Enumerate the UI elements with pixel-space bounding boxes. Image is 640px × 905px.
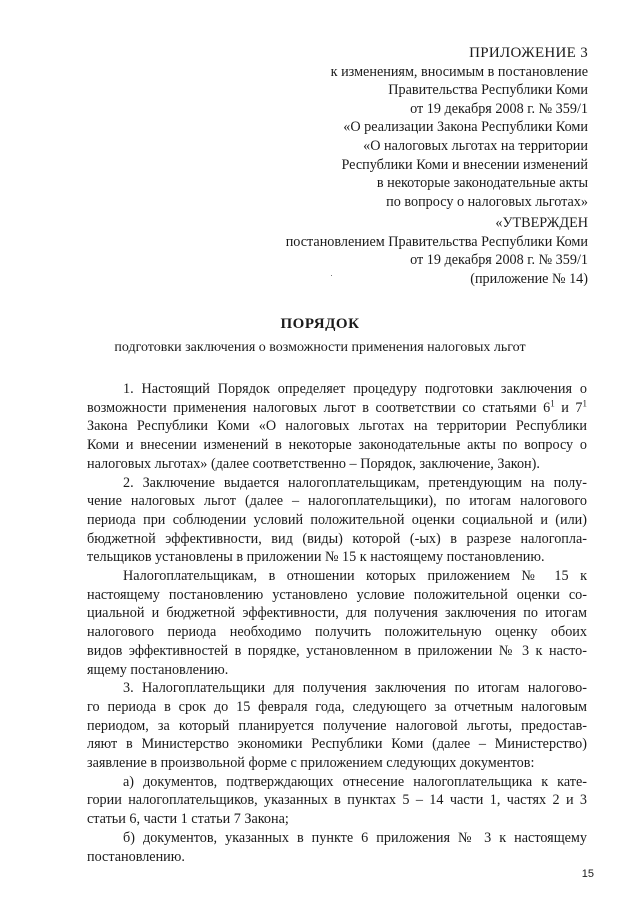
paragraph-1-line: 1. Настоящий Порядок определяет процедуру подготовки заключения о (123, 381, 587, 397)
appendix-title: ПРИЛОЖЕНИЕ 3 (469, 45, 588, 61)
paragraph-2-line: тельщиков установлены в приложении № 15 к настоящему постановлению. (87, 549, 545, 566)
paragraph-4-line: ляют в Министерство экономики Республики Коми (далее – Министерство) (87, 736, 587, 753)
approved-title: «УТВЕРЖДЕН (495, 215, 588, 231)
paragraph-6-line: постановлению. (87, 848, 185, 865)
footnote-sup: 1 (582, 397, 587, 408)
paragraph-text: и 7 (554, 399, 583, 416)
appendix-line: по вопросу о налоговых льготах» (386, 193, 588, 210)
page-number: 15 (581, 868, 594, 880)
paragraph-3-line: ящему постановлению. (87, 661, 229, 678)
appendix-line: от 19 декабря 2008 г. № 359/1 (410, 100, 588, 117)
paragraph-3-line: циальной и бюджетной эффективности, для получения заключения по итогам (87, 605, 587, 622)
paragraph-1-line: налоговых льготах» (далее соответственно – Порядок, заключение, Закон). (87, 455, 540, 472)
footnote-sup: 1 (550, 397, 555, 408)
paragraph-3-line: налогового периода необходимо получить положительную оценку обоих (87, 624, 587, 641)
appendix-line: Республики Коми и внесении изменений (341, 156, 588, 173)
paragraph-4-line: заявление в произвольной форме с приложением следующих документов: (87, 755, 535, 772)
scan-speck (331, 275, 332, 276)
paragraph-3-line: Налогоплательщикам, в отношении которых приложением № 15 к (123, 568, 587, 585)
paragraph-1-line (87, 399, 587, 418)
appendix-line: в некоторые законодательные акты (376, 175, 588, 192)
paragraph-5-line: гории налогоплательщиков, указанных в пунктах 5 – 14 части 1, частях 2 и 3 (87, 792, 587, 809)
paragraph-2-line: периода при соблюдении условий положительной оценки социальной и (или) (87, 511, 587, 528)
paragraph-5-line: а) документов, подтверждающих отнесение налогоплательщика к кате- (123, 773, 587, 790)
paragraph-2-line: 2. Заключение выдается налогоплательщикам, претендующим на полу- (123, 474, 587, 491)
paragraph-2-line: бюджетной эффективности, вид (виды) которой (-ых) в разрезе налогопла- (87, 530, 587, 547)
paragraph-text: возможности применения налоговых льгот в соответствии со статьями 6 (87, 399, 551, 416)
approved-line: от 19 декабря 2008 г. № 359/1 (410, 252, 588, 269)
paragraph-3-line: видов эффективностей в порядке, установленном в приложении № 3 к насто- (87, 642, 587, 659)
paragraph-6-line: б) документов, указанных в пункте 6 приложения № 3 к настоящему (123, 829, 587, 846)
paragraph-2-line: чение налоговых льгот (далее – налогоплательщики), по итогам налогового (87, 493, 587, 510)
paragraph-3-line: настоящему постановлению установлено условие положительной оценки со- (87, 586, 587, 603)
paragraph-4-line: периодом, за который планируется получение налоговой льготы, предостав- (87, 717, 587, 734)
document-body (87, 380, 587, 866)
document-title: ПОРЯДОК (280, 316, 360, 332)
appendix-line: «О налоговых льготах на территории (363, 137, 588, 154)
paragraph-5-line: статьи 6, части 1 статьи 7 Закона; (87, 811, 289, 828)
document-subtitle: подготовки заключения о возможности применения налоговых льгот (114, 340, 526, 355)
paragraph-1-line: Коми и внесении изменений в некоторые законодательные акты по вопросу о (87, 437, 587, 454)
paragraph-4-line: го периода в срок до 15 февраля года, следующего за отчетным налоговым (87, 698, 587, 715)
appendix-line: «О реализации Закона Республики Коми (343, 119, 588, 136)
appendix-line: к изменениям, вносимым в постановление (330, 63, 588, 80)
approved-line: постановлением Правительства Республики Коми (285, 233, 588, 250)
approved-line: (приложение № 14) (470, 270, 588, 287)
paragraph-4-line: 3. Налогоплательщики для получения заключения по итогам налогово- (123, 680, 587, 697)
appendix-header (331, 44, 588, 211)
approval-stamp-text (286, 214, 588, 288)
appendix-line: Правительства Республики Коми (388, 82, 588, 99)
paragraph-1-line: Закона Республики Коми «О налоговых льготах на территории Республики (87, 418, 587, 435)
